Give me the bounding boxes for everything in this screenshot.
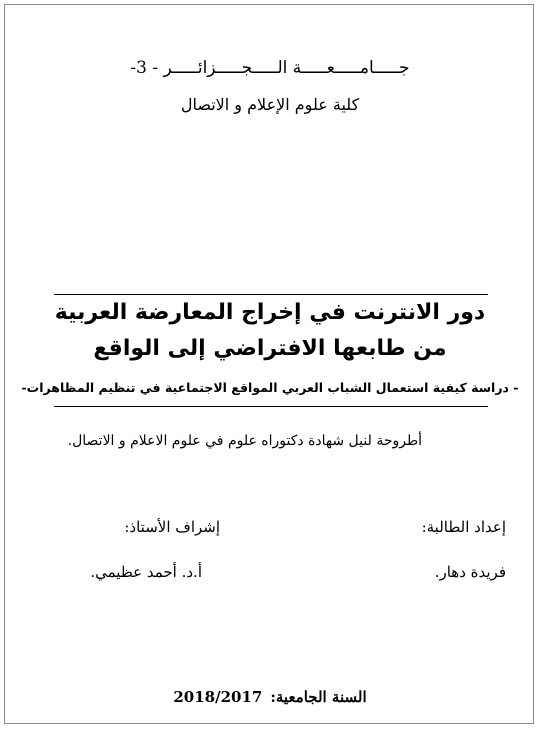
thesis-subtitle: - دراسة كيفية استعمال الشباب العربي المواقع الاجتماعية في تنظيم المظاهرات- <box>21 380 519 395</box>
university-name: جـــــامـــــعـــــة الـــــجـــــزائـــــر - 3- <box>130 58 410 78</box>
title-rule-top <box>54 294 488 295</box>
thesis-statement: أطروحة لنيل شهادة دكتوراه علوم في علوم الاعلام و الاتصال. <box>67 433 422 449</box>
supervisor-label: إشراف الأستاذ: <box>124 518 220 536</box>
title-rule-bottom <box>54 406 488 407</box>
supervisor-name: أ.د. أحمد عظيمي. <box>90 563 202 581</box>
student-name: فريدة دهار. <box>434 563 506 581</box>
student-label: إعداد الطالبة: <box>421 518 506 536</box>
academic-year-value: 2018/2017 <box>173 688 263 706</box>
academic-year-label: السنة الجامعية: <box>270 688 367 706</box>
thesis-title-line-2: من طابعها الافتراضي إلى الواقع <box>93 336 447 361</box>
academic-year <box>0 688 540 706</box>
thesis-title-line-1: دور الانترنت في إخراج المعارضة العربية <box>54 300 486 325</box>
faculty-name: كلية علوم الإعلام و الاتصال <box>180 95 360 114</box>
